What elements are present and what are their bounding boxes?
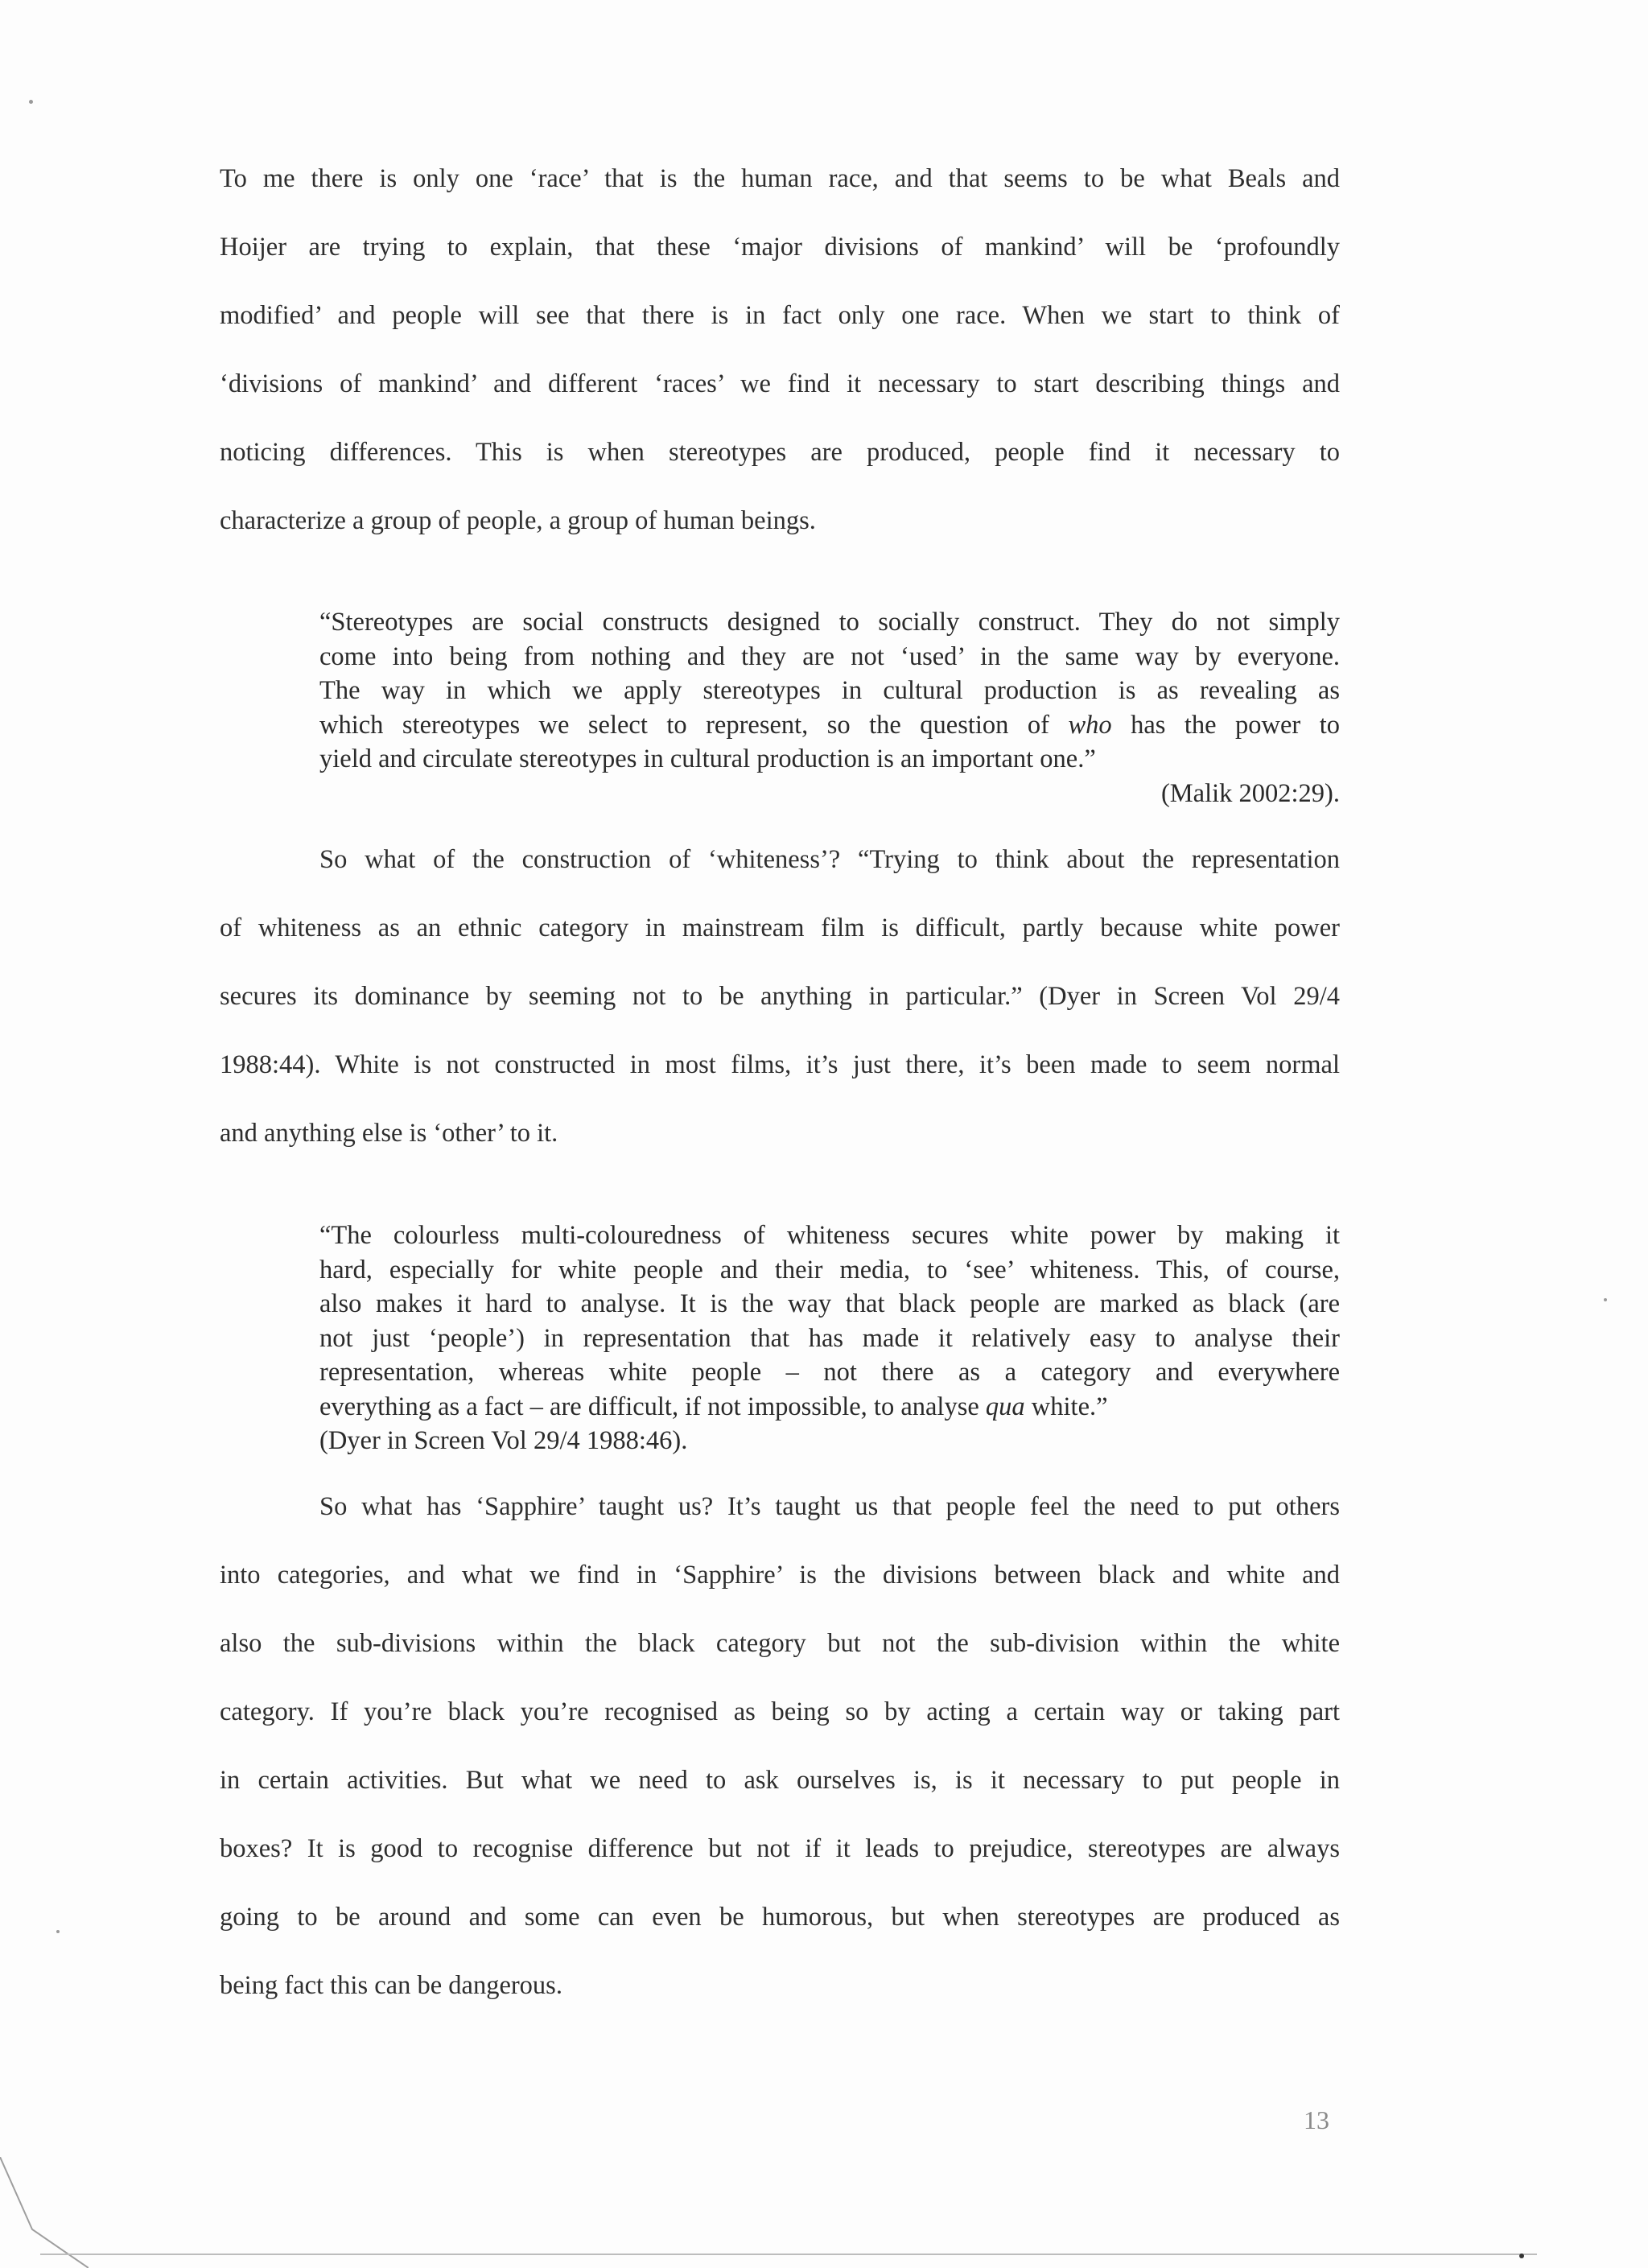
scan-speck <box>56 1930 60 1933</box>
text-line: So what of the construction of ‘whiteness’? “Trying to think about the representation <box>319 845 1340 874</box>
text-line: boxes? It is good to recognise difference but not if it leads to prejudice, stereotypes are always <box>220 1834 1340 1863</box>
text-line: in certain activities. But what we need to ask ourselves is, is it necessary to put people in <box>220 1766 1340 1795</box>
scan-speck <box>1519 2254 1524 2258</box>
scan-bottom-edge <box>40 2254 1537 2255</box>
quote-text: has the power to <box>1111 710 1340 740</box>
page-number: 13 <box>1304 2105 1329 2134</box>
quote-text: white.” <box>1024 1392 1108 1421</box>
quote-line: representation, whereas white people – not there as a category and everywhere <box>319 1358 1340 1387</box>
text-line: going to be around and some can even be humorous, but when stereotypes are produced as <box>220 1903 1340 1932</box>
text-line: 1988:44). White is not constructed in most films, it’s just there, it’s been made to seem normal <box>220 1050 1340 1079</box>
text-line: noticing differences. This is when stereotypes are produced, people find it necessary to <box>220 438 1340 467</box>
block-quote-1 <box>319 605 1340 810</box>
quote-line: also makes it hard to analyse. It is the way that black people are marked as black (are <box>319 1289 1340 1318</box>
text-line: ‘divisions of mankind’ and different ‘races’ we find it necessary to start describing things and <box>220 369 1340 398</box>
quote-italic-word: qua <box>985 1392 1025 1421</box>
quote-line: “The colourless multi-colouredness of whiteness secures white power by making it <box>319 1221 1340 1250</box>
quote-citation: (Dyer in Screen Vol 29/4 1988:46). <box>319 1426 688 1455</box>
scan-speck <box>1604 1298 1607 1301</box>
quote-citation: (Malik 2002:29). <box>1160 778 1340 808</box>
quote-text: everything as a fact – are difficult, if not impossible, to analyse <box>319 1392 986 1421</box>
quote-line <box>319 1390 1340 1425</box>
text-line: To me there is only one ‘race’ that is the human race, and that seems to be what Beals and <box>220 164 1340 193</box>
text-line: secures its dominance by seeming not to be anything in particular.” (Dyer in Screen Vol 29/4 <box>220 982 1340 1011</box>
quote-line <box>319 708 1340 743</box>
quote-line: yield and circulate stereotypes in cultural production is an important one.” <box>319 744 1096 773</box>
text-line: of whiteness as an ethnic category in mainstream film is difficult, partly because white power <box>220 913 1340 942</box>
body-paragraph-1 <box>220 145 1340 555</box>
text-line: also the sub-divisions within the black category but not the sub-division within the white <box>220 1629 1340 1658</box>
quote-text: which stereotypes we select to represent, so the question of <box>319 710 1069 740</box>
text-line: being fact this can be dangerous. <box>220 1971 562 2000</box>
quote-line: “Stereotypes are social constructs designed to socially construct. They do not simply <box>319 608 1340 637</box>
quote-italic-word: who <box>1068 710 1112 740</box>
quote-line: come into being from nothing and they are not ‘used’ in the same way by everyone. <box>319 641 1340 671</box>
quote-line: The way in which we apply stereotypes in cultural production is as revealing as <box>319 676 1340 705</box>
body-paragraph-3 <box>220 1473 1340 2020</box>
body-paragraph-2 <box>220 826 1340 1168</box>
block-quote-2 <box>319 1219 1340 1458</box>
text-line: category. If you’re black you’re recognised as being so by acting a certain way or taking part <box>220 1697 1340 1726</box>
scan-speck <box>29 100 33 104</box>
text-line: modified’ and people will see that there is in fact only one race. When we start to think of <box>220 301 1340 330</box>
scan-edge-mark <box>0 2157 89 2268</box>
quote-line: hard, especially for white people and their media, to ‘see’ whiteness. This, of course, <box>319 1255 1340 1285</box>
quote-line: not just ‘people’) in representation that has made it relatively easy to analyse their <box>319 1323 1340 1353</box>
text-line: into categories, and what we find in ‘Sapphire’ is the divisions between black and white and <box>220 1561 1340 1590</box>
text-line: So what has ‘Sapphire’ taught us? It’s taught us that people feel the need to put others <box>319 1492 1340 1521</box>
text-line: characterize a group of people, a group of human beings. <box>220 506 816 535</box>
text-line: Hoijer are trying to explain, that these ‘major divisions of mankind’ will be ‘profoundly <box>220 233 1340 262</box>
text-line: and anything else is ‘other’ to it. <box>220 1119 558 1148</box>
